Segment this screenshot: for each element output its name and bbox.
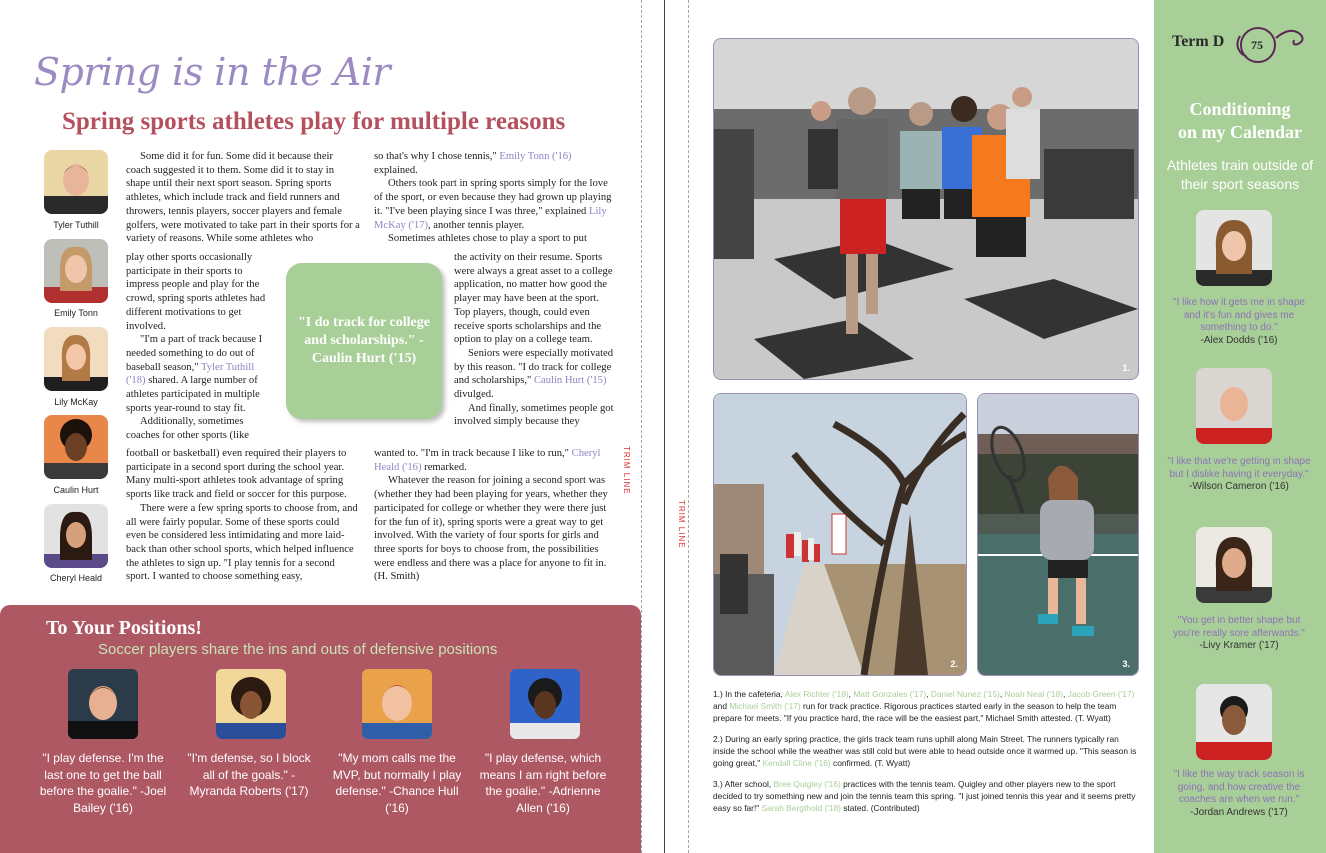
sidebar-photo (1196, 210, 1272, 286)
sidebar-subtitle: Athletes train outside of their sport seasons (1166, 157, 1314, 192)
sidebar-quote: "I like how it gets me in shape and it's fun and gives me something to do." -Alex Dodds ('16) (1173, 297, 1305, 346)
sidebar-quote: "I like that we're getting in shape but I dislike having it everyday." -Wilson Cameron ('16) (1167, 456, 1311, 492)
sidebar-quote: "I like the way track season is going, and how creative the coaches are when we run." -Jordan Andrews ('17) (1173, 769, 1305, 818)
mug-caption: Cheryl Heald (49, 573, 103, 583)
trim-line-label: TRIM LINE (677, 500, 686, 549)
caption-1: 1.) In the cafeteria, Alex Richter ('18), Matt Gonzales ('17), Daniel Nunez ('15), Noah Neal ('18), Jacob Green ('17) and Michael Smith ('17) run for track practice. Rigorous practices started early in the season to help the team prepare for meets. "If you practice hard, the race will be the easiest part," Michael Smith attested. (T. Wyatt) (713, 689, 1135, 723)
sidebar-title: Conditioning on my Calendar (1177, 99, 1302, 142)
page-title: Spring is in the Air (34, 50, 391, 94)
positions-photo (362, 669, 432, 739)
mug-caption: Caulin Hurt (53, 485, 99, 495)
positions-quote: "I play defense. I'm the last one to get the ball before the goalie." -Joel Bailey ('16) (39, 751, 167, 815)
positions-subtitle: Soccer players share the ins and outs of defensive positions (98, 641, 498, 658)
sidebar-photo (1196, 684, 1272, 760)
mug-photo (44, 327, 108, 391)
mug-photo (44, 150, 108, 214)
sidebar-quote: "You get in better shape but you're really sore afterwards." -Livy Kramer ('17) (1173, 615, 1305, 651)
caption-3: 3.) After school, Bree Quigley ('16) practices with the tennis team. Quigley and other players new to the sport decided to try something new and join the tennis team this spring. "I just joined tennis this year and it seems pretty easy so far!" Sarah Bergthold ('18) stated. (Contributed) (713, 779, 1136, 813)
article-column-2-top: so that's why I chose tennis," Emily Tonn ('16) explained. Others took part in spring sports simply for the love of the sport, or even because they had grown up playing it. "I've been playing since I was three," explained Lily McKay ('17), another tennis player. Sometimes athletes chose to play a sport to put (374, 151, 612, 245)
page-number: 75 (1242, 30, 1272, 60)
photo-number: 2. (950, 659, 958, 669)
positions-quote: "I'm defense, so I block all of the goals." -Myranda Roberts ('17) (187, 751, 311, 798)
page-subtitle: Spring sports athletes play for multiple reasons (62, 108, 566, 135)
gutter (642, 0, 688, 853)
positions-panel (0, 605, 641, 853)
conditioning-sidebar (1154, 0, 1326, 853)
photo-captions (713, 688, 1137, 823)
mug-photo (44, 504, 108, 568)
positions-quote: "My mom calls me the MVP, but normally I play defense." -Chance Hull ('16) (332, 751, 462, 815)
left-page (0, 0, 642, 853)
caption-2: 2.) During an early spring practice, the girls track team runs uphill along Main Street. The runners typically ran inside the school while the weather was still cold but were able to head outside once it warmed up. "This season is going great," Kendall Cline ('16) confirmed. (T. Wyatt) (713, 734, 1137, 768)
positions-title: To Your Positions! (46, 617, 202, 639)
tennis-photo (977, 393, 1139, 676)
article-column-2-bottom: wanted to. "I'm in track because I like to run," Cheryl Heald ('16) remarked. Whatever the reason for joining a second sport was (whether they had been playing for years, whether they participated for college or whether they were there just for the fun of it), spring sports were a great way to get involved. With the variety of four sports for girls and three sports for boys to choose from, the possibilities were endless and there was a place for anyone to fit in. (H. Smith) (374, 448, 608, 583)
trim-line-label: TRIM LINE (622, 446, 631, 495)
pull-quote: "I do track for college and scholarships." -Caulin Hurt ('15) (286, 263, 442, 419)
mug-photo (44, 415, 108, 479)
mug-caption: Tyler Tuthill (53, 220, 99, 230)
positions-quote: "I play defense, which means I am right before the goalie." -Adrienne Allen ('16) (479, 751, 607, 815)
article-column-1-mid: play other sports occasionally participate in their sports to impress people and play for the crowd, spring sports athletes had different motivations to get involved. "I'm a part of track because I needed something to do out of baseball season," Tyler Tuthill ('18) shared. A large number of athletes participated in multiple sports year-round to stay fit. Additionally, sometimes coaches for other sports (like (126, 252, 266, 442)
mug-photo (44, 239, 108, 303)
article-column-1-top: Some did it for fun. Some did it because their coach suggested it to them. Some did it to stay in shape until their next sport season. Spring sports athletes, which include track and field runners and throwers, tennis players, soccer players and female golfers, were motivated to take part in their sports for a variety of reasons. While some athletes who (126, 151, 360, 245)
photo-number: 3. (1122, 659, 1130, 669)
photo-number: 1. (1122, 363, 1130, 373)
sidebar-photo (1196, 368, 1272, 444)
street-photo (713, 393, 967, 676)
article-column-2-mid: the activity on their resume. Sports were always a great asset to a college application, no matter how good the player may have been at the sport. Top players, though, could even receive sports scholarships and the option to play on a college team. Seniors were especially motivated by this reason. "I do track for college and scholarships," Caulin Hurt ('15) divulged. And finally, sometimes people got involved simply because they (454, 252, 614, 428)
mug-caption: Emily Tonn (54, 308, 98, 318)
sidebar-photo (1196, 527, 1272, 603)
positions-photo (68, 669, 138, 739)
article-column-1-bottom: football or basketball) even required their players to participate in a second sport during the school year. Many multi-sport athletes took advantage of spring sports like track and field or soccer for this purpose. There were a few spring sports to choose from, and all were fairly popular. Some of these sports could even be considered less intimidating and more laid-back than other school sports, which helped influence the athletes to sign up. "I play tennis for a second sport. I wanted to choose something easy, (126, 448, 358, 583)
positions-photo (510, 669, 580, 739)
mug-caption: Lily McKay (54, 397, 98, 407)
positions-photo (216, 669, 286, 739)
cafeteria-photo (713, 38, 1139, 380)
term-label: Term D (1172, 33, 1225, 50)
